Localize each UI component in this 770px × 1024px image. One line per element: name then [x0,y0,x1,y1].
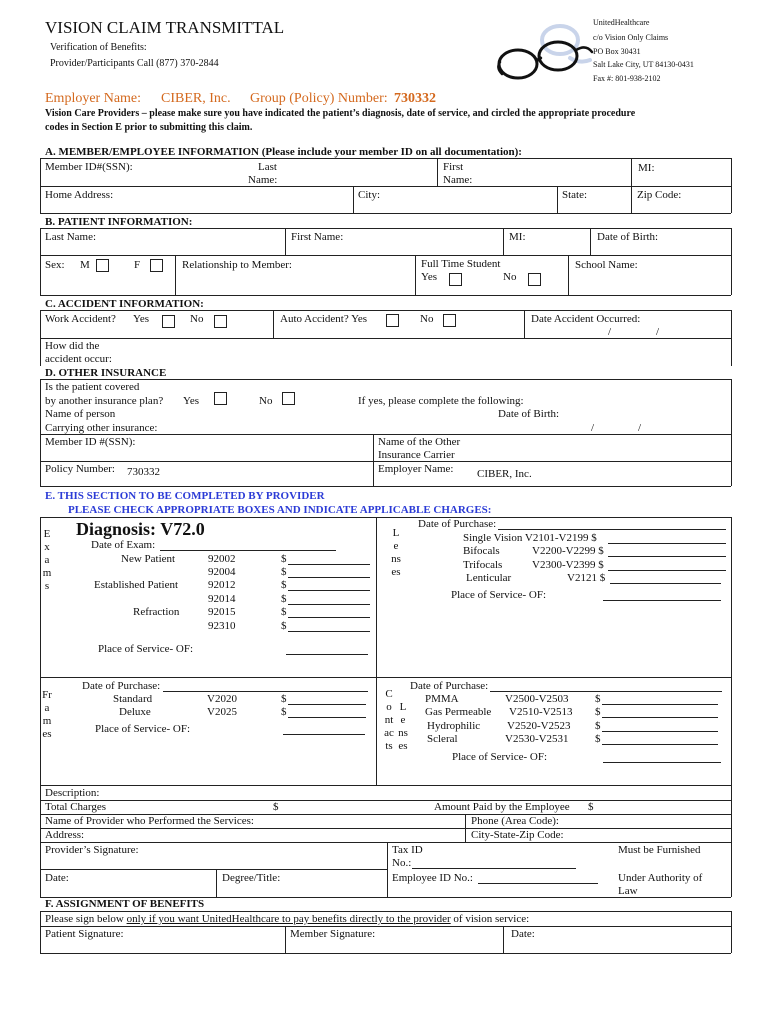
trifocals-label: Trifocals [463,559,503,571]
diagnosis-code: Diagnosis: V72.0 [76,519,205,539]
addr-line-0: UnitedHealthcare [593,18,650,27]
full-time-student-label: Full Time Student [421,258,501,270]
must-be-furnished-label: Must be Furnished [618,844,701,856]
exam-dollar-3: $ [281,579,287,591]
addr-line-4: Fax #: 801-938-2102 [593,74,661,83]
auto-accident-label: Auto Accident? Yes [280,313,368,325]
amount-paid-label: Amount Paid by the Employee [434,801,570,813]
covered-label-1: Is the patient covered [45,381,140,393]
city-state-zip-label: City-State-Zip Code: [471,829,564,841]
cl-dollar-1: $ [595,693,601,705]
eyeglasses-logo [494,18,598,90]
bifocals-code: V2200-V2299 $ [532,545,604,557]
student-no-label: No [503,271,517,283]
sex-label: Sex: [45,259,65,271]
degree-title-label: Degree/Title: [222,872,281,884]
auto-no-label: No [420,313,434,325]
provider-phone: Provider/Participants Call (877) 370-2844 [50,58,219,69]
addr-line-3: Salt Lake City, UT 84130-0431 [593,60,694,69]
accident-date-slash-1: / [608,326,612,338]
school-name-label: School Name: [575,259,638,271]
trifocals-code: V2300-V2399 $ [532,559,604,571]
frames-vertical-label: Frames [42,689,52,740]
verification-label: Verification of Benefits: [50,42,147,53]
single-vision-label: Single Vision V2101-V2199 $ [463,532,597,544]
exam-code-92014: 92014 [208,593,236,605]
cl-dollar-3: $ [595,720,601,732]
bifocals-label: Bifocals [463,545,500,557]
exam-code-92012: 92012 [208,579,236,591]
employee-id-label: Employee ID No.: [392,872,473,884]
frame-standard-code: V2020 [207,693,237,705]
notice-line-1: Vision Care Providers – please make sure you have indicated the patient’s diagnosis, date of service, and circled the appropriate procedure [45,108,636,119]
scleral-code: V2530-V2531 [505,733,569,745]
cl-dollar-2: $ [595,706,601,718]
last-name-label-1: Last [258,161,277,173]
new-patient-label: New Patient [121,553,176,565]
member-id-label: Member ID#(SSN): [45,161,133,173]
exam-code-92004: 92004 [208,566,236,578]
other-dob-label: Date of Birth: [498,408,560,420]
phone-label: Phone (Area Code): [471,815,559,827]
other-ins-yes-checkbox[interactable] [214,392,227,405]
hydrophilic-code: V2520-V2523 [507,720,571,732]
exam-dollar-4: $ [281,593,287,605]
first-name-label-1: First [443,161,464,173]
cl-date-purchase-label: Date of Purchase: [410,680,489,692]
group-number-value: 730332 [394,91,436,106]
work-yes-checkbox[interactable] [162,315,175,328]
scleral-label: Scleral [427,733,458,745]
first-name-label-2: Name: [443,174,473,186]
frame-deluxe-label: Deluxe [119,706,151,718]
carrying-insurance-label: Carrying other insurance: [45,422,158,434]
section-e-title-2: PLEASE CHECK APPROPRIATE BOXES AND INDICATE APPLICABLE CHARGES: [68,504,492,516]
how-accident-label-2: accident occur: [45,353,112,365]
student-no-checkbox[interactable] [528,273,541,286]
assignment-post: of vision service: [450,913,530,925]
contacts-vertical-label: Contacts [384,688,394,752]
section-f-title: F. ASSIGNMENT OF BENEFITS [45,898,205,910]
zip-label: Zip Code: [637,189,682,201]
other-ins-no-checkbox[interactable] [282,392,295,405]
other-ins-no-label: No [259,395,273,407]
student-yes-checkbox[interactable] [449,273,462,286]
group-number-label: Group (Policy) Number: [250,91,388,106]
other-carrier-label-1: Name of the Other [378,436,461,448]
provider-signature-label: Provider’s Signature: [45,844,139,856]
lens-date-purchase-label: Date of Purchase: [418,518,497,530]
other-ins-yes-label: Yes [183,395,200,407]
frame-deluxe-code: V2025 [207,706,237,718]
name-of-person-label: Name of person [45,408,116,420]
exam-dollar-6: $ [281,620,287,632]
relationship-label: Relationship to Member: [182,259,292,271]
other-member-id-label: Member ID #(SSN): [45,436,136,448]
auto-no-checkbox[interactable] [443,314,456,327]
lenticular-code: V2121 $ [567,572,606,584]
employer-name-value: CIBER, Inc. [161,91,231,106]
exams-vertical-label: Exams [42,528,52,592]
tax-id-label: Tax ID [392,844,423,856]
frame-dollar-1: $ [281,693,287,705]
sex-f-label: F [134,259,141,271]
section-c-title: C. ACCIDENT INFORMATION: [45,298,204,310]
cl-lenses-vertical-label: Lenses [398,701,408,752]
date-label: Date: [45,872,69,884]
established-patient-label: Established Patient [94,579,179,591]
other-carrier-label-2: Insurance Carrier [378,449,455,461]
addr-line-1: c/o Vision Only Claims [593,33,669,42]
work-no-checkbox[interactable] [214,315,227,328]
cl-place-of-service: Place of Service- OF: [452,751,547,763]
lens-place-of-service: Place of Service- OF: [451,589,546,601]
pmma-label: PMMA [425,693,459,705]
work-no-label: No [190,313,204,325]
other-dob-slash-1: / [591,422,595,434]
sex-m-label: M [80,259,90,271]
provider-name-label: Name of Provider who Performed the Services: [45,815,254,827]
work-accident-label: Work Accident? [45,313,116,325]
assignment-underlined: only if you want UnitedHealthcare to pay benefits directly to the provider [126,913,451,925]
lenticular-label: Lenticular [466,572,512,584]
member-signature-label: Member Signature: [290,928,376,940]
pmma-code: V2500-V2503 [505,693,569,705]
frame-date-purchase-label: Date of Purchase: [82,680,161,692]
employer-name-value-d: CIBER, Inc. [477,468,532,480]
tax-id-no-label: No.: [392,857,412,869]
mi-label: MI: [638,162,655,174]
amount-paid-dollar: $ [588,801,594,813]
patient-signature-label: Patient Signature: [45,928,124,940]
frame-dollar-2: $ [281,706,287,718]
frame-standard-label: Standard [113,693,153,705]
hydrophilic-label: Hydrophilic [427,720,481,732]
patient-last-name-label: Last Name: [45,231,97,243]
exam-code-92310: 92310 [208,620,236,632]
policy-number-label: Policy Number: [45,463,115,475]
home-address-label: Home Address: [45,189,114,201]
assignment-pre: Please sign below [45,913,127,925]
how-accident-label-1: How did the [45,340,100,352]
total-charges-label: Total Charges [45,801,107,813]
sex-f-checkbox[interactable] [150,259,163,272]
frame-place-of-service: Place of Service- OF: [95,723,190,735]
patient-first-name-label: First Name: [291,231,344,243]
addr-line-2: PO Box 30431 [593,47,641,56]
signature-date-label: Date: [511,928,535,940]
if-yes-label: If yes, please complete the following: [358,395,524,407]
refraction-label: Refraction [133,606,180,618]
exam-code-92015: 92015 [208,606,236,618]
policy-number-value: 730332 [127,466,160,478]
accident-date-label: Date Accident Occurred: [531,313,641,325]
patient-mi-label: MI: [509,231,526,243]
exam-place-of-service: Place of Service- OF: [98,643,193,655]
address-label: Address: [45,829,85,841]
form-title: VISION CLAIM TRANSMITTAL [45,18,285,37]
under-authority-label: Under Authority of [618,872,703,884]
work-yes-label: Yes [133,313,150,325]
accident-date-slash-2: / [656,326,660,338]
date-of-exam-label: Date of Exam: [91,539,156,551]
exam-dollar-2: $ [281,566,287,578]
gas-permeable-code: V2510-V2513 [509,706,573,718]
student-yes-label: Yes [421,271,438,283]
section-e-title-1: E. THIS SECTION TO BE COMPLETED BY PROVIDER [45,490,325,502]
other-dob-slash-2: / [638,422,642,434]
section-a-title: A. MEMBER/EMPLOYEE INFORMATION (Please include your member ID on all documentation): [45,146,522,158]
sex-m-checkbox[interactable] [96,259,109,272]
exam-code-92002: 92002 [208,553,236,565]
cl-dollar-4: $ [595,733,601,745]
employer-name-label: Employer Name: [45,91,142,106]
law-label: Law [618,885,638,897]
description-label: Description: [45,787,100,799]
total-charges-dollar: $ [273,801,279,813]
last-name-label-2: Name: [248,174,278,186]
employer-name-label-d: Employer Name: [378,463,454,475]
assignment-instructions [45,913,529,926]
state-label: State: [562,189,588,201]
lenses-vertical-label: Lenses [391,527,401,578]
auto-yes-checkbox[interactable] [386,314,399,327]
city-label: City: [358,189,381,201]
gas-permeable-label: Gas Permeable [425,706,492,718]
notice-line-2: codes in Section E prior to submitting this claim. [45,122,253,133]
patient-dob-label: Date of Birth: [597,231,659,243]
exam-dollar-5: $ [281,606,287,618]
exam-dollar-1: $ [281,553,287,565]
section-b-title: B. PATIENT INFORMATION: [45,216,193,228]
covered-label-2: by another insurance plan? [45,395,164,407]
section-d-title: D. OTHER INSURANCE [45,367,167,379]
